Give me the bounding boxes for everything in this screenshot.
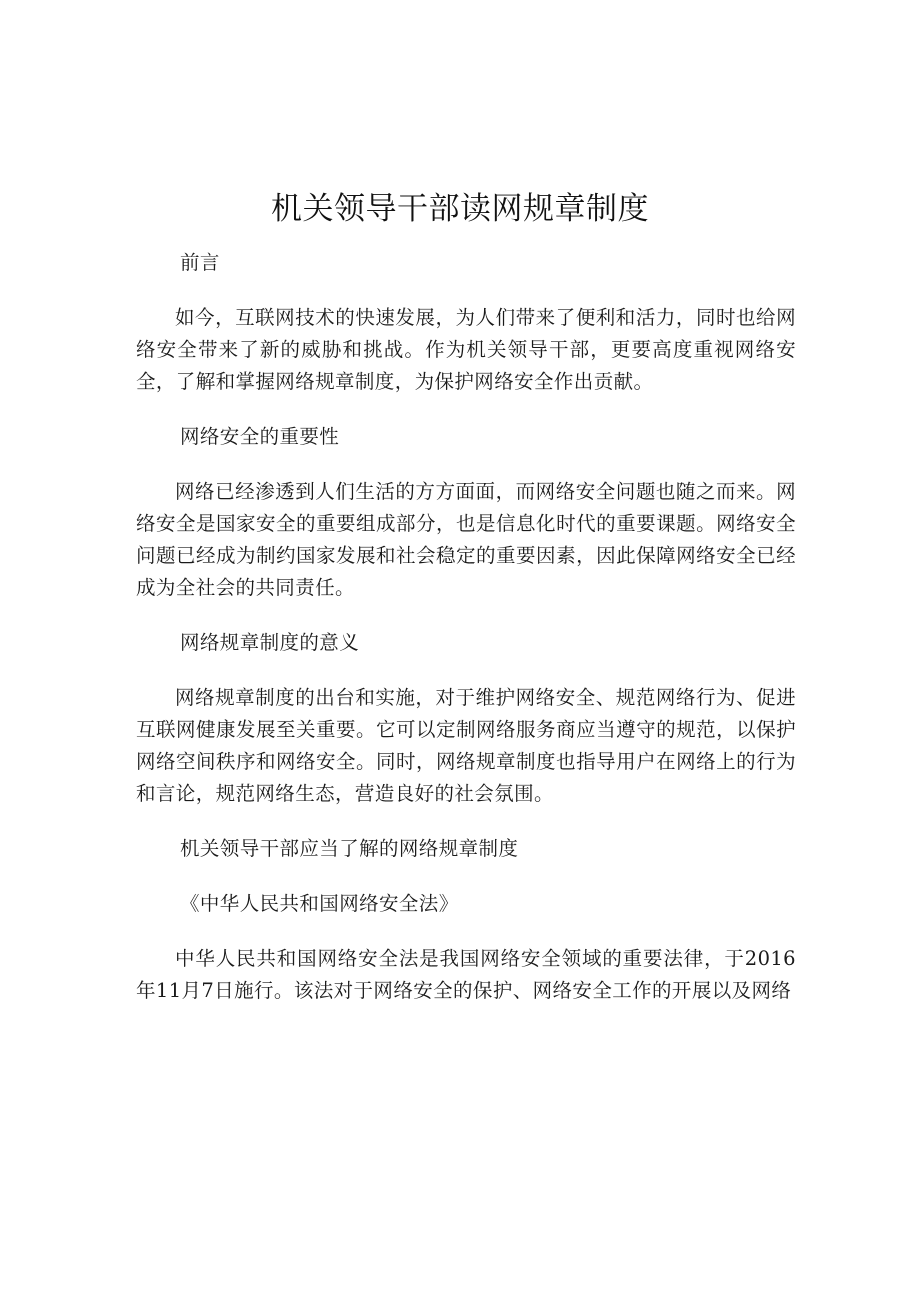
body-paragraph: 网络已经渗透到人们生活的方方面面，而网络安全问题也随之而来。网络安全是国家安全的重要组成部分，也是信息化时代的重要课题。网络安全问题已经成为制约国家发展和社会稳定的重要因素，因此保障网络安全已经成为全社会的共同责任。 [136,480,796,599]
section-heading-importance: 网络安全的重要性 [180,425,340,448]
document-title: 机关领导干部读网规章制度 [271,191,649,227]
section-heading-significance: 网络规章制度的意义 [180,631,360,654]
body-paragraph: 如今，互联网技术的快速发展，为人们带来了便利和活力，同时也给网络安全带来了新的威胁和挑战。作为机关领导干部，更要高度重视网络安全，了解和掌握网络规章制度，为保护网络安全作出贡献。 [136,306,796,393]
body-paragraph: 中华人民共和国网络安全法是我国网络安全领域的重要法律，于2016年11月7日施行。该法对于网络安全的保护、网络安全工作的开展以及网络 [136,947,796,1002]
section-heading-regulations: 机关领导干部应当了解的网络规章制度 [180,837,519,860]
law-title: 《中华人民共和国网络安全法》 [180,892,459,915]
document-body [136,247,796,1030]
section-heading-preface: 前言 [180,251,220,274]
body-paragraph: 网络规章制度的出台和实施，对于维护网络安全、规范网络行为、促进互联网健康发展至关重要。它可以定制网络服务商应当遵守的规范，以保护网络空间秩序和网络安全。同时，网络规章制度也指导用户在网络上的行为和言论，规范网络生态，营造良好的社会氛围。 [136,686,796,805]
